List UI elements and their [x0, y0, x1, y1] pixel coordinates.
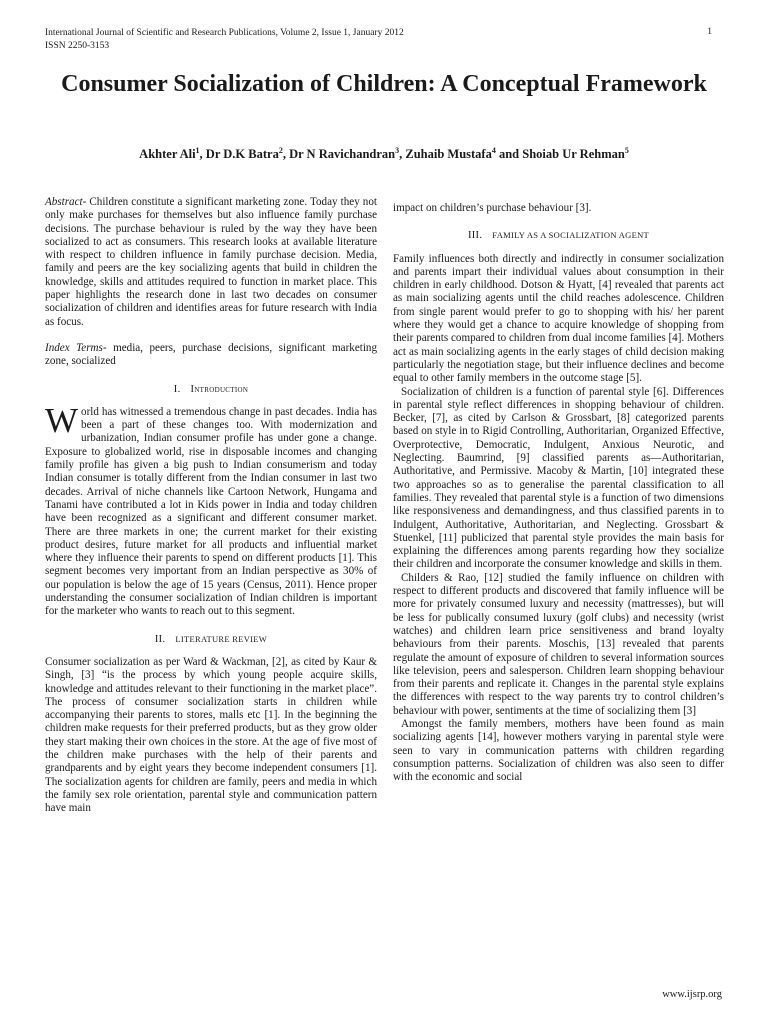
left-column — [45, 196, 377, 815]
footer-url: www.ijsrp.org — [662, 989, 722, 1000]
author: Shoiab Ur Rehman$^5$ — [522, 146, 629, 162]
family-paragraph-2: Socialization of children is a function of parental style [6]. Differences in parental style reflect differences in shopping behaviour of children. Becker, [7], as cited by Carlson & Grossbart, [8] categorized parents based on style in to Rigid Controlling, Authoritarian, Organized Effective, Overprotective, Democratic, Indulgent, Anxious Neurotic, and Neglecting. Baumrind, [9] classified parents as—Authoritarian, Authoritative, and Permissive. Macoby & Martin, [10] integrated these two approaches so as to generalise the parental classification to all families. They revealed that parental style is a function of two dimensions like responsiveness and demandingness, and thus classified parents in to Indulgent, Authoritative, Authoritarian, and Neglecting. Grossbart & Stuenkel, [11] publicized that parental style provides the main basis for explaining the differences among parents regarding how they socialize their children and incorporate the consumer knowledge and skills in them. — [393, 385, 724, 571]
index-terms-label: Index Terms- — [45, 341, 107, 354]
family-paragraph-3: Childers & Rao, [12] studied the family influence on children with respect to different products and discovered that family influence will be more for privately consumed luxury and necessity (mattresses), but will be less for publically consumed luxury (golf clubs) and necessity (wrist watches) and children learn price sensitiveness and brand loyalty behaviours from their parents. Moschis, [13] revealed that parents regulate the amount of exposure of children to several information sources like television, peers and salesperson. Children learn shopping behaviour from their parents and replicate it. Changes in the parental style explains the differences with respect to the way parents try to control children’s behaviour with power, sentiments at the time of socializing them [3] — [393, 571, 724, 717]
journal-header — [45, 27, 404, 53]
abstract-text: Children constitute a significant marketing zone. Today they not only make purchases for themselves but also influence family purchase decisions. The purchase behaviour is ruled by the way they have been socialized to act as consumers. This research looks at available literature with respect to children influence in family purchase decision. Media, family and peers are the key socializing agents that build in children the knowledge, skills and attitudes required to function in market place. This paper highlights the research done in last two decades on consumer socialization of children and identifies areas for future research with India as focus. — [45, 196, 377, 328]
journal-issn: ISSN 2250-3153 — [45, 41, 110, 51]
author: Zuhaib Mustafa$^4$ and — [405, 146, 523, 162]
literature-review-continued: impact on children’s purchase behaviour [3]. — [393, 202, 592, 214]
abstract — [45, 196, 377, 329]
introduction-paragraph: World has witnessed a tremendous change in past decades. India has been a part of these changes too. With modernization and urbanization, Indian consumer profile has under gone a change. Exposure to globalized world, rise in disposable incomes and changing family profile has given a big push to Indian consumerism and today Indian consumer is totally different from the Indian consumer in last two decades. Arrival of niche channels like Cartoon Network, Hungama and Tanami have contributed a lot in Kids power in India and today children have been recognized as a significant and different consumer market. There are three markets in one; the current market for their existing product desires, future market for all products and influential market where they influence their parents to spend on different products [1]. This segment becomes very important from an Indian perspective as 30% of our population is below the age of 15 years (Census, 2011). Hence proper understanding the consumer socialization of Indian children is important for the marketer who wants to reach out to this segment. — [45, 400, 377, 618]
journal-citation: International Journal of Scientific and Research Publications, Volume 2, Issue 1, January 2012 — [45, 28, 404, 38]
author: Dr D.K Batra$^2$, — [205, 146, 290, 162]
drop-cap: W — [45, 400, 79, 440]
abstract-label: Abstract- — [45, 196, 87, 208]
page-number: 1 — [707, 27, 712, 37]
author: Dr N Ravichandran$^3$, — [289, 146, 406, 162]
author-list — [40, 146, 728, 162]
family-paragraph-4: Amongst the family members, mothers have been found as main socializing agents [14], however mothers varying in parental style were seen to vary in communication patterns with children regarding consumption patterns. Socialization of children was also seen to differ with the economic and social — [393, 717, 724, 784]
index-terms — [45, 342, 377, 369]
section-heading-literature-review: II. LITERATURE REVIEW — [154, 633, 268, 645]
literature-review-paragraph: Consumer socialization as per Ward & Wackman, [2], as cited by Kaur & Singh, [3] “is the process by which young people acquire skills, knowledge and attitudes relevant to their functioning in the market place”. The process of consumer socialization starts in children while accompanying their parents to stores, malls etc [1]. In the beginning the children make requests for their preferred products, but as they grow older they start making their own choices in the store. At the age of five most of the children make purchases with the help of their parents and grandparents and by eight years they become independent consumers [1]. The socialization agents for children are family, peers and media in which the family sex role orientation, parental style and communication pattern have main — [45, 655, 377, 815]
paper-title: Consumer Socialization of Children: A Conceptual Framework — [61, 71, 707, 97]
right-column — [393, 202, 724, 784]
section-heading-family: III. FAMILY AS A SOCIALIZATION AGENT — [467, 230, 650, 242]
family-paragraph-1: Family influences both directly and indirectly in consumer socialization and parents impart their individual values about consumption in their children in early childhood. Dotson & Hyatt, [4] revealed that parents act as main socializing agents until the child reaches adolescence. Children from single parent would prefer to go to shopping with his/ her parent where they would get a chance to acquire knowledge of shopping from their parents compared to children from dual income families [4]. Mothers act as main socializing agents in the early stages of child decision making particularly the negotiation stage, but their influence declines and become equal to other family members in the outcome stage [5]. — [393, 252, 724, 385]
section-heading-introduction: I. Introduction — [173, 383, 249, 395]
index-terms-text: media, peers, purchase decisions, significant marketing zone, socialized — [45, 341, 378, 368]
author: Akhter Ali$^1$, — [139, 146, 206, 162]
